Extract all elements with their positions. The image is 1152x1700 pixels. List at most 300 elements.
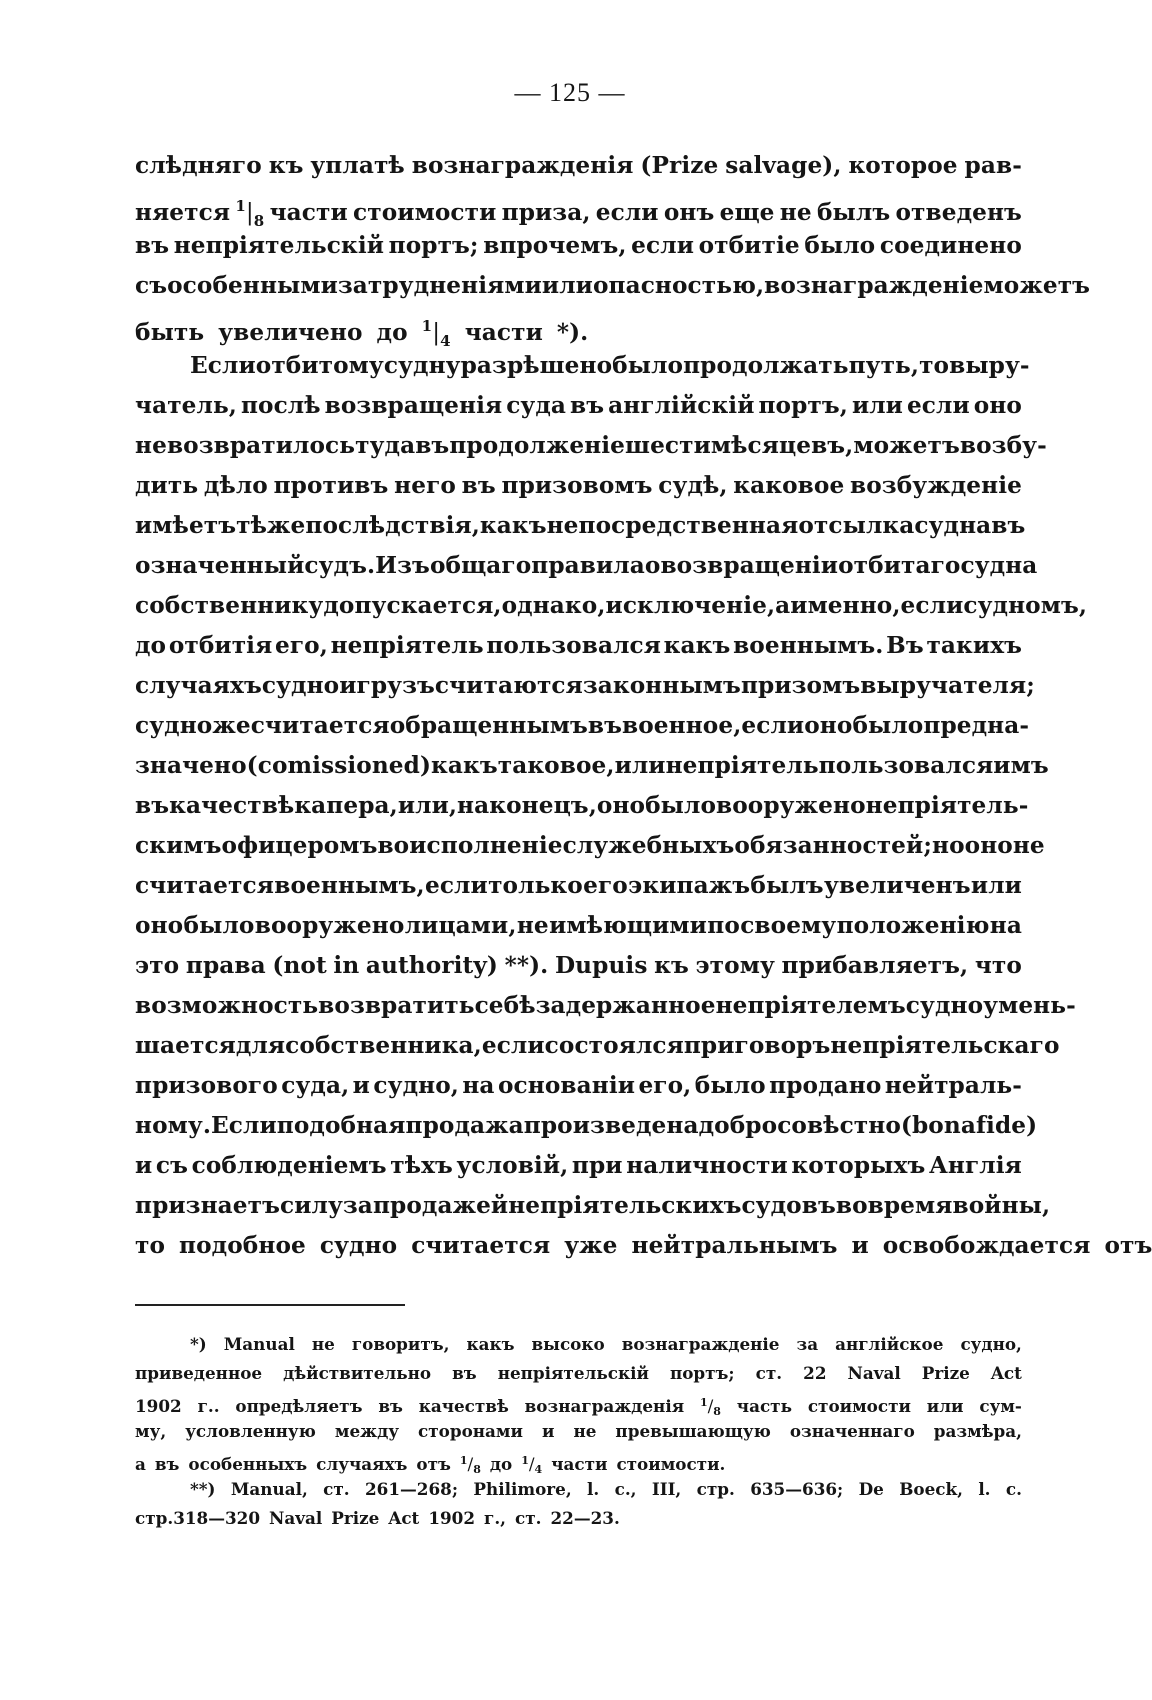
word: своему — [740, 912, 837, 939]
word: 261—268; — [365, 1479, 459, 1499]
word: былъ — [816, 199, 891, 226]
word: непріятелемъ — [715, 992, 906, 1019]
word: отбитія — [168, 632, 273, 659]
word: наличности — [626, 1152, 788, 1179]
word: *) — [190, 1334, 207, 1354]
word: а — [135, 1454, 146, 1474]
word: однако, — [501, 592, 606, 619]
word: отъ — [1104, 1232, 1152, 1259]
word: нейтральнымъ — [631, 1232, 838, 1259]
word: условленную — [185, 1421, 316, 1441]
word: его, — [275, 632, 328, 659]
word: такихъ — [926, 632, 1022, 659]
word: состоялся — [544, 1032, 684, 1059]
word: in — [333, 952, 360, 979]
word: но — [932, 832, 965, 859]
word: судно, — [373, 1072, 459, 1099]
word: 1902 — [428, 1508, 476, 1528]
word: (Prize — [640, 152, 719, 179]
word: случаяхъ — [316, 1454, 408, 1474]
word: не — [311, 1334, 335, 1354]
word: портъ, — [758, 392, 848, 419]
word: увеличено — [218, 319, 363, 346]
word: общаго — [429, 552, 532, 579]
text-line — [135, 626, 1022, 666]
word: можетъ — [983, 272, 1091, 299]
word: считается — [250, 712, 390, 739]
footnote-separator — [135, 1304, 405, 1306]
word: 22 — [803, 1363, 827, 1383]
word: означенный — [135, 552, 305, 579]
text-line — [135, 1186, 1051, 1226]
word: разрѣшено — [460, 352, 613, 379]
word: не — [516, 912, 549, 939]
word: собственнику — [135, 592, 324, 619]
word: исполненіе — [409, 832, 563, 859]
word: еще — [719, 199, 775, 226]
word: ст. — [515, 1508, 542, 1528]
word: непріятель — [665, 752, 819, 779]
word: было — [183, 912, 255, 939]
word: англійскій — [608, 392, 755, 419]
word: качествѣ — [418, 1396, 509, 1416]
text-line — [135, 1146, 1022, 1186]
text-line — [135, 1504, 1022, 1533]
word: во — [835, 1192, 868, 1219]
word: шается — [135, 1032, 236, 1059]
word: Dupuis — [554, 952, 648, 979]
word: то — [919, 352, 950, 379]
word: сторонами — [418, 1421, 523, 1441]
word: права — [185, 952, 266, 979]
text-line — [135, 746, 1049, 786]
word: случаяхъ — [135, 672, 262, 699]
word: условій, — [456, 1152, 569, 1179]
word: отведенъ — [895, 199, 1022, 226]
word: судна — [960, 552, 1038, 579]
word: продажа — [405, 1112, 524, 1139]
word: 635—636; — [750, 1479, 844, 1499]
word: въ — [991, 512, 1026, 539]
word: было — [612, 352, 684, 379]
word: ст. — [755, 1363, 783, 1383]
word: же — [212, 712, 251, 739]
word: съ — [135, 272, 168, 299]
word: него — [394, 472, 456, 499]
word: оно — [964, 832, 1013, 859]
word: говоритъ, — [351, 1334, 450, 1354]
word: капера, — [294, 792, 398, 819]
word: по — [707, 912, 740, 939]
word: пользовался — [486, 632, 661, 659]
word: продажей — [372, 1192, 509, 1219]
word: стоимости — [807, 1396, 911, 1416]
text-line — [135, 1417, 1022, 1446]
word: его — [583, 872, 628, 899]
text-line — [135, 186, 1022, 230]
word: пользовался — [818, 752, 994, 779]
word: считается — [135, 872, 274, 899]
word: судъ. — [304, 552, 376, 579]
word: судно — [135, 712, 213, 739]
word: какъ — [431, 752, 498, 779]
word: возбужденіе — [850, 472, 1022, 499]
word: призовомъ — [501, 472, 653, 499]
word: судну — [383, 352, 461, 379]
word: таковое, — [497, 752, 615, 779]
word: $^1|_8$ — [235, 197, 265, 230]
word: обязанностей; — [734, 832, 932, 859]
word: судно — [319, 1232, 398, 1259]
text-line — [135, 666, 1035, 706]
word: приговоръ — [683, 1032, 831, 1059]
word: себѣ — [474, 992, 536, 1019]
word: до — [376, 319, 408, 346]
page-number: — 125 — — [514, 78, 626, 107]
word: *). — [556, 319, 589, 346]
word: части — [464, 319, 543, 346]
word: части — [551, 1454, 608, 1474]
word: которое — [848, 152, 958, 179]
word: это — [135, 952, 180, 979]
word: возбу- — [959, 432, 1047, 459]
word: въ — [415, 432, 450, 459]
word: суда — [506, 392, 567, 419]
word: опредѣляетъ — [235, 1396, 363, 1416]
word: судно — [261, 672, 340, 699]
text-line — [135, 1226, 1152, 1266]
word: или — [541, 272, 593, 299]
word: если — [595, 199, 659, 226]
word: непріятельскій — [173, 232, 385, 259]
text-line — [135, 226, 1022, 266]
word: произведена — [523, 1112, 699, 1139]
word: оно — [135, 912, 184, 939]
word: имѣетъ — [135, 512, 237, 539]
word: и — [851, 1232, 869, 1259]
word: въ — [587, 712, 623, 739]
word: если — [906, 392, 970, 419]
word: (bona — [900, 1112, 976, 1139]
word: $^1|_4$ — [421, 317, 451, 350]
word: Philimore, — [473, 1479, 572, 1499]
word: размѣра, — [933, 1421, 1022, 1441]
word: судна — [914, 512, 992, 539]
word: если — [424, 872, 488, 899]
word: вознагражденіе — [621, 1334, 780, 1354]
word: именно, — [790, 592, 901, 619]
word: **) — [190, 1479, 216, 1499]
word: и — [135, 1152, 153, 1179]
word: законнымъ — [582, 672, 741, 699]
word: стр.318—320 — [135, 1508, 261, 1528]
word: продолженіе — [449, 432, 626, 459]
word: прибавляетъ, — [781, 952, 969, 979]
word: **). — [504, 952, 549, 979]
word: продано — [769, 1072, 882, 1099]
word: Boeck, — [899, 1479, 963, 1499]
word: противъ — [273, 472, 389, 499]
word: ному. — [135, 1112, 211, 1139]
word: только — [488, 872, 583, 899]
word: добросовѣстно — [698, 1112, 901, 1139]
word: Act — [990, 1363, 1022, 1383]
text-line — [135, 1475, 1022, 1504]
text-line — [135, 266, 1091, 306]
word: если — [481, 1032, 545, 1059]
word: соединено — [879, 232, 1022, 259]
word: которыхъ — [791, 1152, 926, 1179]
text-line — [135, 146, 1022, 186]
body-text — [135, 146, 1152, 1266]
word: о — [644, 552, 661, 579]
word: качествѣ — [169, 792, 295, 819]
word: призового — [135, 1072, 278, 1099]
word: признаетъ — [135, 1192, 280, 1219]
word: и — [352, 1072, 370, 1099]
word: Если — [211, 1112, 277, 1139]
footnotes — [135, 1330, 1022, 1533]
word: имѣющими — [549, 912, 707, 939]
word: какъ — [466, 1334, 515, 1354]
word: служебныхъ — [562, 832, 735, 859]
word: призомъ — [740, 672, 861, 699]
text-line — [135, 306, 1022, 350]
word: вознагражденія — [524, 1396, 685, 1416]
word: или, — [397, 792, 458, 819]
word: $^1/_8$ — [459, 1454, 481, 1476]
word: въ — [378, 1396, 403, 1416]
word: подобная — [276, 1112, 406, 1139]
word: г., — [484, 1508, 506, 1528]
word: отбитаго — [838, 552, 961, 579]
word: не — [573, 1421, 597, 1441]
word: портъ; — [388, 232, 479, 259]
word: или — [614, 752, 666, 779]
word: $^1/_4$ — [521, 1454, 543, 1476]
word: на — [462, 1072, 495, 1099]
word: Въ — [886, 632, 924, 659]
word: имъ — [993, 752, 1049, 779]
word: возможность — [135, 992, 319, 1019]
word: или — [926, 1396, 964, 1416]
word: стоимости — [353, 199, 497, 226]
word: въ — [154, 1454, 180, 1474]
word: соблюденіемъ — [191, 1152, 387, 1179]
text-line — [135, 586, 1088, 626]
word: опасностью, — [592, 272, 765, 299]
word: вознагражденія — [411, 152, 634, 179]
text-line — [135, 426, 1047, 466]
word: c. — [1005, 1479, 1022, 1499]
text-line — [135, 986, 1076, 1026]
word: же — [267, 512, 306, 539]
word: какъ — [663, 632, 731, 659]
word: путь, — [848, 352, 920, 379]
word: части — [269, 199, 348, 226]
word: или — [970, 872, 1022, 899]
word: при — [571, 1152, 623, 1179]
word: Если — [190, 352, 256, 379]
word: продолжать — [683, 352, 849, 379]
word: каковое — [733, 472, 845, 499]
word: къ — [268, 152, 304, 179]
word: можетъ — [853, 432, 960, 459]
word: му, — [135, 1421, 167, 1441]
word: считаются — [434, 672, 583, 699]
word: судно — [905, 992, 984, 1019]
word: между — [334, 1421, 400, 1441]
word: рав- — [964, 152, 1022, 179]
word: Изъ — [375, 552, 430, 579]
word: судно, — [960, 1334, 1022, 1354]
word: положенію — [836, 912, 990, 939]
text-line — [135, 1106, 1038, 1146]
word: (comissioned) — [246, 752, 432, 779]
word: въ — [135, 232, 170, 259]
word: онъ — [663, 199, 715, 226]
word: на — [989, 912, 1022, 939]
word: было — [804, 232, 876, 259]
word: Act — [388, 1508, 420, 1528]
word: непосредственная — [546, 512, 799, 539]
word: допускается, — [323, 592, 502, 619]
word: суда, — [281, 1072, 350, 1099]
word: до — [489, 1454, 513, 1474]
word: l. — [978, 1479, 991, 1499]
word: непріятельскій — [497, 1363, 649, 1383]
word: De — [858, 1479, 884, 1499]
word: тѣхъ — [390, 1152, 453, 1179]
word: грузъ — [356, 672, 435, 699]
word: приведенное — [135, 1363, 263, 1383]
word: c., — [614, 1479, 637, 1499]
word: освобождается — [882, 1232, 1091, 1259]
word: 22—23. — [550, 1508, 620, 1528]
word: собственника, — [285, 1032, 482, 1059]
text-line — [135, 1359, 1022, 1388]
word: портъ; — [669, 1363, 735, 1383]
word: слѣдняго — [135, 152, 262, 179]
text-line — [135, 1446, 1022, 1475]
word: если — [741, 712, 805, 739]
word: шести — [625, 432, 711, 459]
word: исключеніе, — [605, 592, 776, 619]
word: судномъ, — [963, 592, 1088, 619]
word: подобное — [179, 1232, 306, 1259]
text-line — [135, 706, 1030, 746]
word: оно — [973, 392, 1022, 419]
text-line — [135, 506, 1026, 546]
word: какъ — [479, 512, 547, 539]
word: англійское — [835, 1334, 944, 1354]
word: за — [342, 1192, 373, 1219]
word: въ — [570, 392, 605, 419]
word: 1902 — [135, 1396, 182, 1416]
word: Prize — [331, 1508, 380, 1528]
word: былъ — [750, 872, 824, 899]
word: экипажъ — [628, 872, 751, 899]
word: часть — [736, 1396, 792, 1416]
word: возвратить — [318, 992, 475, 1019]
word: fide) — [975, 1112, 1038, 1139]
word: для — [235, 1032, 286, 1059]
word: вооружено — [716, 792, 866, 819]
word: непріятельскихъ — [508, 1192, 742, 1219]
word: съ — [155, 1152, 189, 1179]
word: лицами, — [404, 912, 517, 939]
word: къ — [654, 952, 689, 979]
word: если — [900, 592, 964, 619]
word: возвращенія — [324, 392, 503, 419]
word: l. — [587, 1479, 600, 1499]
word: оно — [596, 792, 646, 819]
word: силу — [279, 1192, 343, 1219]
word: если — [631, 232, 694, 259]
word: чатель, — [135, 392, 237, 419]
word: отсылка — [798, 512, 915, 539]
word: Prize — [921, 1363, 970, 1383]
word: время — [867, 1192, 953, 1219]
word: военное, — [622, 712, 742, 739]
text-line — [135, 1330, 1022, 1359]
word: было — [645, 792, 717, 819]
word: приза, — [501, 199, 591, 226]
word: предна- — [923, 712, 1030, 739]
word: увеличенъ — [823, 872, 971, 899]
text-line — [135, 346, 1030, 386]
word: и — [541, 1421, 555, 1441]
word: непріятель — [330, 632, 484, 659]
word: дить — [135, 472, 199, 499]
word: Manual, — [230, 1479, 308, 1499]
word: выру- — [949, 352, 1030, 379]
word: Англія — [928, 1152, 1022, 1179]
word: военнымъ, — [274, 872, 425, 899]
word: оно — [804, 712, 853, 739]
word: его, — [638, 1072, 692, 1099]
word: мѣсяцевъ, — [710, 432, 854, 459]
word: уже — [564, 1232, 618, 1259]
word: офицеромъ — [221, 832, 378, 859]
word: обращеннымъ — [389, 712, 588, 739]
word: Manual — [223, 1334, 295, 1354]
text-line — [135, 826, 1045, 866]
word: няется — [135, 199, 231, 226]
word: основаніи — [497, 1072, 636, 1099]
word: было — [852, 712, 924, 739]
word: дѣло — [203, 472, 268, 499]
word: этому — [695, 952, 775, 979]
word: быть — [135, 319, 205, 346]
word: ст. — [323, 1479, 350, 1499]
word: $^1/_8$ — [699, 1396, 721, 1418]
word: военнымъ. — [733, 632, 884, 659]
text-line — [135, 546, 1038, 586]
word: или — [851, 392, 903, 419]
text-line — [135, 386, 1022, 426]
word: вооружено — [254, 912, 405, 939]
word: стоимости. — [616, 1454, 726, 1474]
word: то — [135, 1232, 166, 1259]
word: вознагражденіе — [764, 272, 984, 299]
word: а — [775, 592, 791, 619]
word: туда — [355, 432, 416, 459]
word: дѣйствительно — [283, 1363, 432, 1383]
word: особенными — [167, 272, 338, 299]
text-line — [135, 1388, 1022, 1417]
word: сум- — [979, 1396, 1022, 1416]
